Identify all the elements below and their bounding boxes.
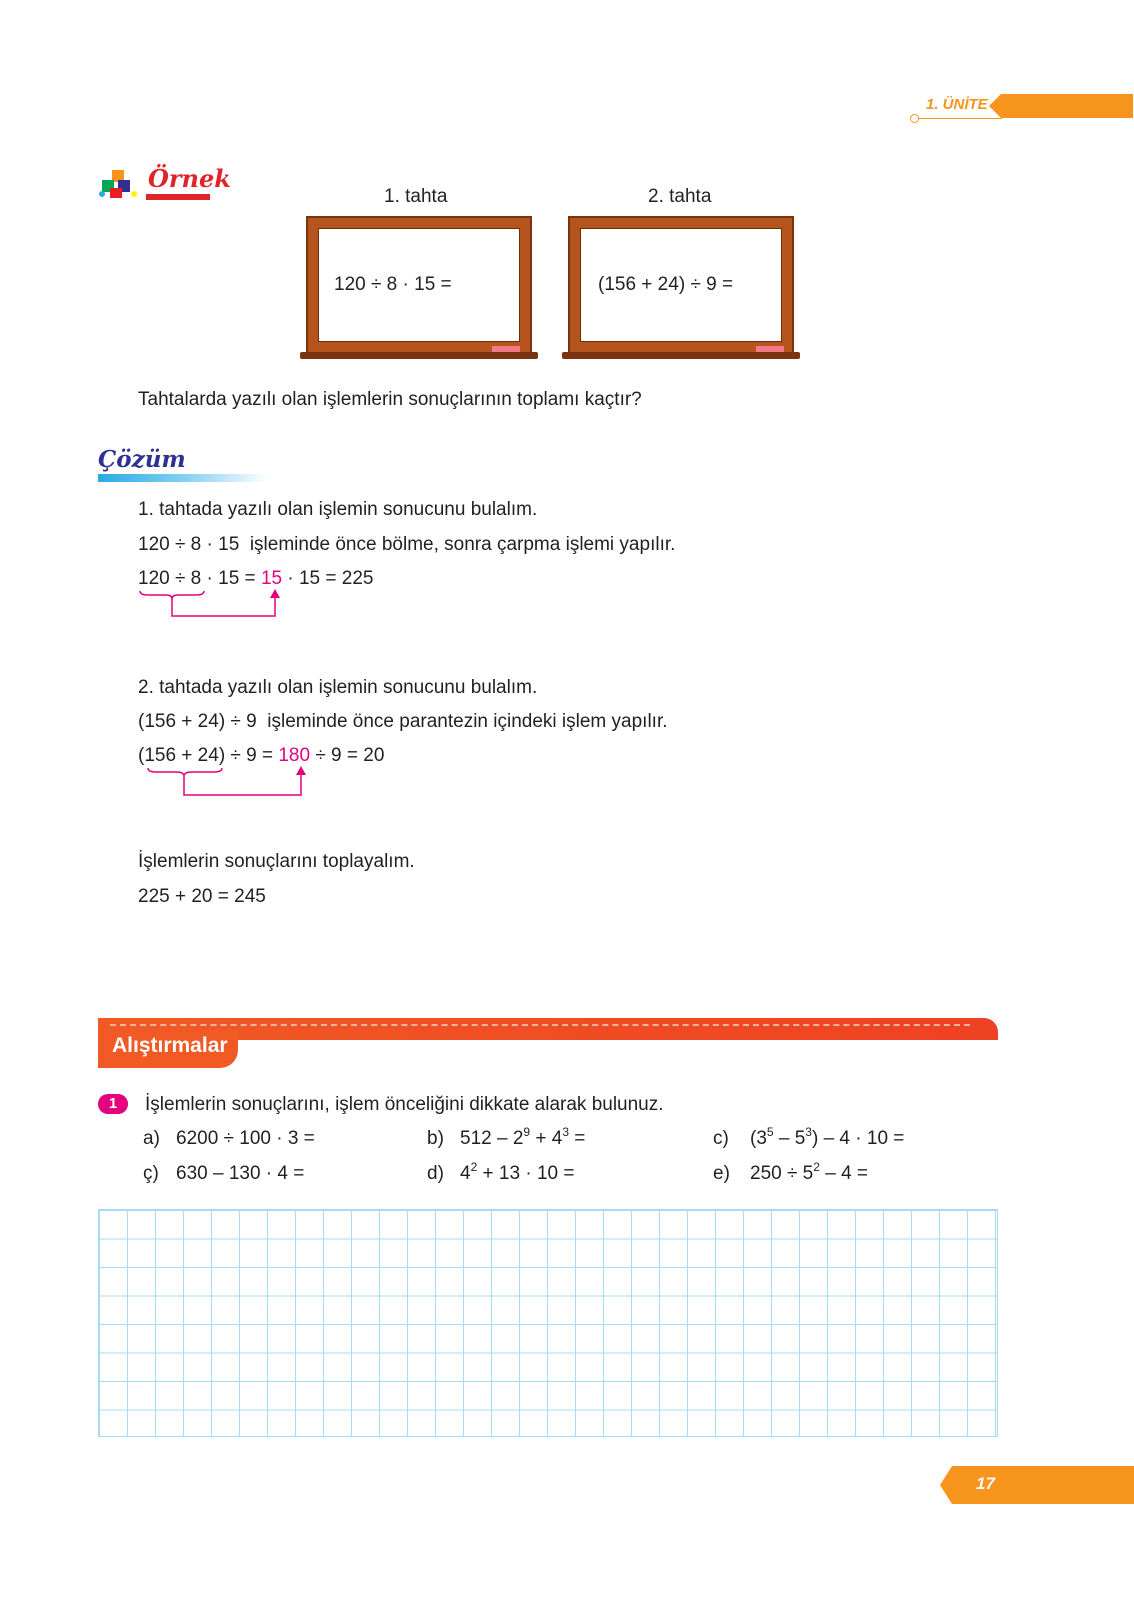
item-c-part2: – 5 <box>773 1128 806 1149</box>
item-b-letter: b) <box>427 1128 444 1149</box>
exercises-title: Alıştırmalar <box>112 1034 228 1057</box>
board2-expression: (156 + 24) ÷ 9 = <box>598 274 734 295</box>
unit-dot <box>910 114 919 123</box>
item-b-expr <box>460 1125 586 1150</box>
answer-grid[interactable] <box>98 1209 998 1437</box>
solution1-explain: 120 ÷ 8 · 15 işleminde önce bölme, sonra çarpma işlemi yapılır. <box>138 534 676 555</box>
solution2-step-post: ÷ 9 = 20 <box>310 745 385 766</box>
board2-eraser <box>756 346 784 352</box>
solution1-step-highlight: 15 <box>260 568 283 589</box>
solution2-explain: (156 + 24) ÷ 9 işleminde önce parantezin içindeki işlem yapılır. <box>138 711 668 732</box>
item-a-letter: a) <box>143 1128 160 1149</box>
item-d-part2: + 13 · 10 = <box>477 1163 575 1184</box>
item-b-exp2: 3 <box>562 1125 570 1139</box>
item-c-part3: ) – 4 · 10 = <box>811 1128 905 1149</box>
unit-underline <box>916 118 1002 119</box>
solution-label: Çözüm <box>98 446 186 473</box>
item-e-exp1: 2 <box>813 1160 820 1174</box>
item-d-expr <box>460 1160 575 1185</box>
example-question: Tahtalarda yazılı olan işlemlerin sonuçlarının toplamı kaçtır? <box>138 389 642 410</box>
item-b-part2: + 4 <box>530 1128 563 1149</box>
item-b-part1: 512 – 2 <box>460 1128 524 1149</box>
solution2-intro: 2. tahtada yazılı olan işlemin sonucunu bulalım. <box>138 677 538 698</box>
item-e-letter: e) <box>713 1163 730 1184</box>
page-number: 17 <box>976 1474 995 1493</box>
item-c-exp1: 5 <box>766 1125 774 1139</box>
item-d-exp1: 2 <box>470 1160 478 1174</box>
item-e-part1: 250 ÷ 5 <box>750 1163 814 1184</box>
board2-ledge <box>562 352 800 359</box>
board1-ledge <box>300 352 538 359</box>
solution1-arrow <box>136 588 296 624</box>
exercise-prompt: İşlemlerin sonuçlarını, işlem önceliğini dikkate alarak bulunuz. <box>145 1094 664 1115</box>
board2-title: 2. tahta <box>648 186 712 207</box>
item-d-part1: 4 <box>460 1163 471 1184</box>
item-c-exp2: 3 <box>805 1125 812 1139</box>
item-c-expr <box>750 1125 905 1150</box>
board1-expression: 120 ÷ 8 · 15 = <box>334 274 452 295</box>
solution2-arrow <box>136 765 316 803</box>
item-c-letter: c) <box>713 1128 729 1149</box>
solution1-step <box>138 568 373 590</box>
item-e-expr <box>750 1160 869 1185</box>
solution1-step-post: · 15 = 225 <box>282 568 374 589</box>
item-cc-letter: ç) <box>143 1163 159 1184</box>
solution1-intro: 1. tahtada yazılı olan işlemin sonucunu bulalım. <box>138 499 538 520</box>
item-e-part2: – 4 = <box>819 1163 869 1184</box>
item-c-part1: (3 <box>750 1128 767 1149</box>
question-number-badge: 1 <box>98 1094 128 1114</box>
sum-intro: İşlemlerin sonuçlarını toplayalım. <box>138 851 415 872</box>
item-cc-expr: 630 – 130 · 4 = <box>176 1163 305 1184</box>
item-b-part3: = <box>569 1128 586 1149</box>
cubes-icon <box>98 168 144 200</box>
unit-label: 1. ÜNİTE <box>926 96 988 113</box>
solution2-step <box>138 745 384 767</box>
example-label: Örnek <box>148 164 231 193</box>
solution2-step-pre: (156 + 24) ÷ 9 = <box>138 745 279 766</box>
sum-result: 225 + 20 = 245 <box>138 886 266 907</box>
board1-eraser <box>492 346 520 352</box>
solution2-step-highlight: 180 <box>278 745 311 766</box>
item-a-expr: 6200 ÷ 100 · 3 = <box>176 1128 315 1149</box>
example-underline <box>146 194 210 200</box>
unit-tab <box>1001 94 1133 118</box>
solution1-step-pre: 120 ÷ 8 · 15 = <box>138 568 261 589</box>
board1-title: 1. tahta <box>384 186 448 207</box>
solution-underline <box>98 474 268 482</box>
exercises-dashes <box>110 1024 970 1026</box>
item-b-exp1: 9 <box>523 1125 531 1139</box>
item-d-letter: d) <box>427 1163 444 1184</box>
